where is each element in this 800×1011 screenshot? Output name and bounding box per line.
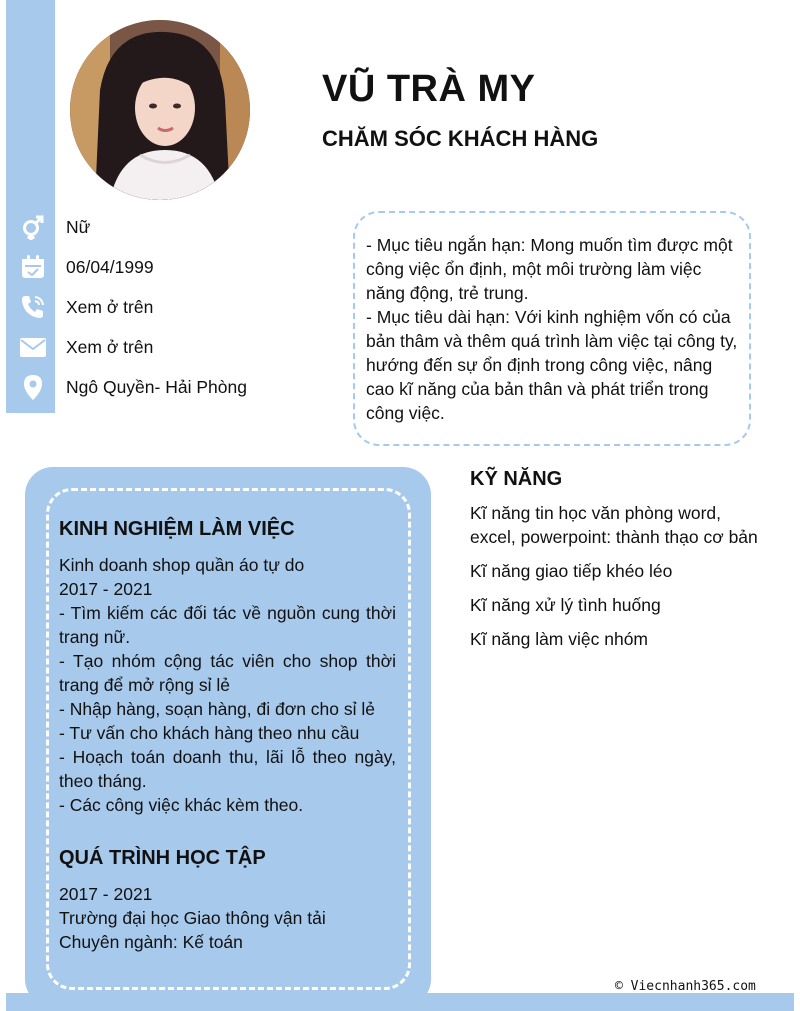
skills-section (470, 468, 770, 661)
education-heading: QUÁ TRÌNH HỌC TẬP (59, 847, 266, 869)
info-address-text: Ngô Quyền- Hải Phòng (66, 376, 247, 397)
career-objective-box (353, 211, 751, 446)
calendar-icon (18, 252, 48, 282)
experience-duty: - Nhập hàng, soạn hàng, đi đơn cho sỉ lẻ (59, 699, 375, 719)
short-term-goal: - Mục tiêu ngắn hạn: Mong muốn tìm được một công việc ổn định, một môi trường làm việc năng động, trẻ trung. (366, 235, 733, 303)
education-major: Chuyên ngành: Kế toán (59, 932, 243, 952)
experience-duty: - Tư vấn cho khách hàng theo nhu cầu (59, 723, 360, 743)
info-phone-row (18, 292, 154, 322)
info-phone-text: Xem ở trên (66, 296, 154, 317)
copyright-watermark: © Viecnhanh365.com (615, 979, 756, 994)
portrait-photo (70, 20, 250, 200)
skill-item: Kĩ năng tin học văn phòng word, excel, powerpoint: thành thạo cơ bản (470, 503, 758, 547)
candidate-name: VŨ TRÀ MY (322, 68, 536, 110)
experience-heading: KINH NGHIỆM LÀM VIỆC (59, 518, 295, 540)
education-school: Trường đại học Giao thông vận tải (59, 908, 326, 928)
info-gender-text: Nữ (66, 216, 91, 237)
gender-icon (18, 212, 48, 242)
info-birthday-row (18, 252, 154, 282)
skill-item: Kĩ năng xử lý tình huống (470, 595, 661, 615)
job-title: CHĂM SÓC KHÁCH HÀNG (322, 126, 599, 151)
info-email-text: Xem ở trên (66, 336, 154, 357)
experience-duty: - Tạo nhóm cộng tác viên cho shop thời trang để mở rộng sỉ lẻ (59, 651, 396, 695)
experience-company: Kinh doanh shop quần áo tự do (59, 555, 305, 575)
long-term-goal: - Mục tiêu dài hạn: Với kinh nghiệm vốn có của bản thâm và thêm quá trình làm việc tại công ty, hướng đến sự ổn định trong công việc, nâng cao kĩ năng của bản thân và phát triển trong công việc. (366, 307, 738, 423)
skill-item: Kĩ năng làm việc nhóm (470, 629, 649, 649)
experience-content (59, 518, 396, 954)
education-period: 2017 - 2021 (59, 884, 153, 904)
skill-item: Kĩ năng giao tiếp khéo léo (470, 561, 673, 581)
experience-duty: - Tìm kiếm các đối tác về nguồn cung thời trang nữ. (59, 603, 396, 647)
info-email-row (18, 332, 154, 362)
skills-heading: KỸ NĂNG (470, 468, 563, 490)
info-gender-row (18, 212, 91, 242)
email-icon (18, 332, 48, 362)
experience-period: 2017 - 2021 (59, 579, 153, 599)
info-address-row (18, 372, 247, 402)
phone-icon (18, 292, 48, 322)
location-icon (18, 372, 48, 402)
info-birthday-text: 06/04/1999 (66, 256, 154, 277)
experience-duty: - Các công việc khác kèm theo. (59, 795, 304, 815)
avatar (70, 20, 250, 200)
experience-duty: - Hoạch toán doanh thu, lãi lỗ theo ngày, theo tháng. (59, 747, 396, 791)
